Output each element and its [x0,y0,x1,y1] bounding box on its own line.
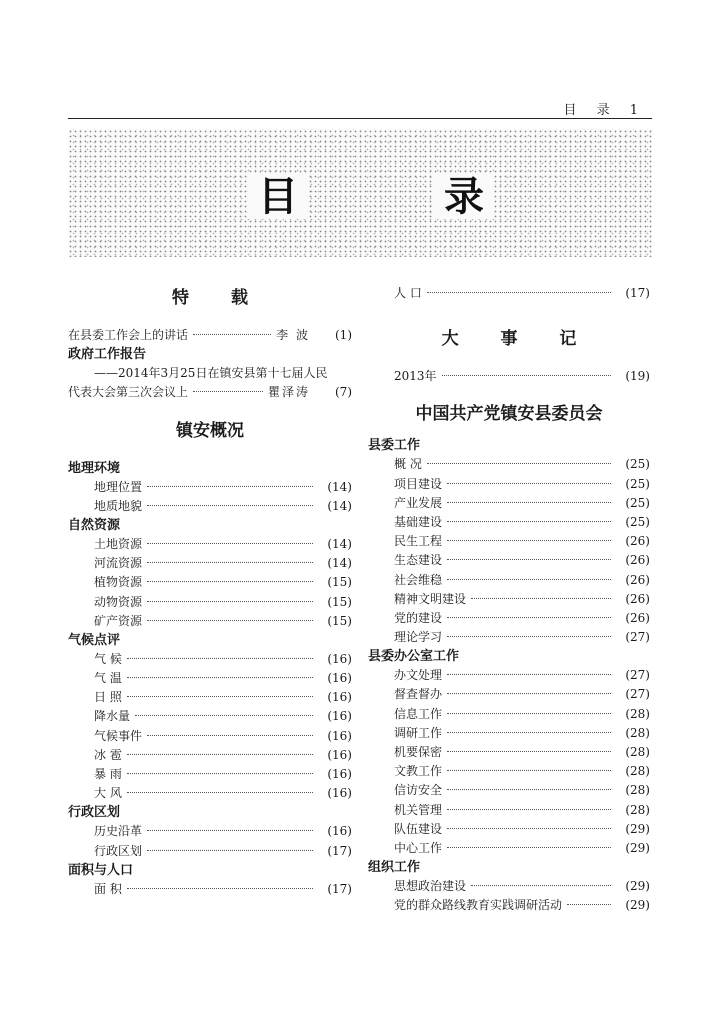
leader-dots [147,735,313,736]
entry-title: 中心工作 [394,840,443,855]
toc-entry[interactable] [368,705,650,724]
toc-entry[interactable] [368,590,650,609]
toc-left-column [68,280,352,899]
leader-dots [447,770,611,771]
leader-dots [127,888,313,889]
entry-page: (16) [327,824,352,839]
section-title-events: 大 事 记 [441,329,595,350]
entry-page: (28) [625,706,650,721]
entry-title: 矿产资源 [94,613,143,628]
entry-page: (16) [327,747,352,762]
entry-page: (27) [625,687,650,702]
toc-entry[interactable] [368,513,650,532]
entry-subtitle: ——2014年3月25日在镇安县第十七届人民 [94,366,328,381]
category-heading: 气候点评 [68,632,121,648]
toc-entry[interactable] [68,593,352,612]
entry-title: 河流资源 [94,556,143,571]
entry-page: (26) [625,534,650,549]
entry-title: 思想政治建设 [394,879,467,894]
toc-entry[interactable] [68,765,352,784]
entry-page: (14) [327,556,352,571]
entry-title: 冰 雹 [94,747,122,762]
leader-dots [567,904,611,905]
leader-dots [447,732,611,733]
toc-entry[interactable] [68,688,352,707]
entry-page: (16) [327,690,352,705]
leader-dots [147,601,313,602]
entry-title: 信访安全 [394,783,443,798]
leader-dots [447,540,611,541]
toc-entry[interactable] [68,612,352,631]
entry-title: 项目建设 [394,476,443,491]
leader-dots [442,375,611,376]
entry-title: 理论学习 [394,630,443,645]
toc-entry[interactable] [368,551,650,570]
entry-author: 李 波 [276,328,310,342]
leader-dots [447,693,611,694]
toc-entry[interactable] [68,573,352,592]
category-heading: 县委工作 [368,438,421,454]
entry-title: 党的建设 [394,610,443,625]
toc-entry[interactable] [368,801,650,820]
entry-title: 气 温 [94,671,122,686]
banner-title-char-2: 录 [434,175,494,219]
leader-dots [447,751,611,752]
toc-entry[interactable] [68,554,352,573]
entry-page: (16) [327,671,352,686]
toc-entry[interactable] [68,326,352,345]
entry-title: 地理位置 [94,479,143,494]
entry-page: (16) [327,651,352,666]
entry-page: (29) [625,821,650,836]
entry-page: (16) [327,786,352,801]
category-heading: 自然资源 [68,517,121,533]
toc-entry[interactable] [368,762,650,781]
entry-page: (17) [625,286,650,300]
entry-page: (15) [327,594,352,609]
toc-entry[interactable] [68,842,352,861]
entry-page: (17) [327,843,352,858]
entry-page: (16) [327,709,352,724]
toc-entry[interactable] [68,880,352,899]
entry-title: 基础建设 [394,514,443,529]
entry-title: 文教工作 [394,764,443,779]
leader-dots [147,486,313,487]
entry-page: (28) [625,783,650,798]
entry-page: (28) [625,764,650,779]
toc-entry[interactable] [68,650,352,669]
toc-entry[interactable] [368,532,650,551]
leader-dots [193,334,271,335]
entry-title: 日 照 [94,690,122,705]
leader-dots [147,850,313,851]
entry-page: (27) [625,630,650,645]
entry-page: (14) [327,479,352,494]
entry-page: (14) [327,498,352,513]
leader-dots [447,579,611,580]
entry-page: (27) [625,668,650,683]
entry-title: 动物资源 [94,594,143,609]
toc-entry[interactable] [68,727,352,746]
entry-title: 人 口 [394,286,422,300]
toc-entry[interactable] [368,743,650,762]
leader-dots [147,505,313,506]
entry-page: (15) [327,575,352,590]
toc-entry[interactable] [368,724,650,743]
entry-page: (17) [327,881,352,896]
section-title-overview: 镇安概况 [176,420,244,441]
toc-entry[interactable] [68,535,352,554]
toc-entry[interactable] [368,455,650,474]
entry-page: (16) [327,767,352,781]
toc-entry[interactable] [68,497,352,516]
toc-entry[interactable] [368,896,650,915]
toc-right-column [368,280,650,916]
entry-title: 大 风 [94,786,122,801]
toc-entry[interactable] [368,666,650,685]
leader-dots [127,773,313,774]
leader-dots [127,754,313,755]
toc-entry[interactable] [368,839,650,858]
entry-title: 历史沿革 [94,824,143,839]
toc-entry[interactable] [368,609,650,628]
leader-dots [147,543,313,544]
entry-title: 信息工作 [394,706,443,721]
leader-dots [147,830,313,831]
entry-title: 2013年 [394,369,437,384]
entry-author: 瞿泽涛 [267,385,310,400]
entry-page: (19) [625,369,650,384]
entry-title: 党的群众路线教育实践调研活动 [394,898,563,913]
leader-dots [427,463,611,464]
entry-title: 降水量 [94,709,131,724]
entry-page: (26) [625,553,650,568]
category-heading: 行政区划 [68,805,121,821]
entry-page: (29) [625,898,650,913]
entry-page: (28) [625,745,650,759]
entry-page: (29) [625,879,650,894]
entry-page: (25) [625,476,650,491]
leader-dots [127,792,313,793]
entry-title: 社会维稳 [394,572,443,587]
entry-title: 生态建设 [394,553,443,568]
entry-title: 代表大会第三次会议上 [68,385,189,400]
title-banner [68,129,652,257]
entry-title: 气 候 [94,651,122,666]
category-heading: 政府工作报告 [68,347,147,363]
leader-dots [447,502,611,503]
section-title-party: 中国共产党镇安县委员会 [415,404,603,425]
entry-title: 民生工程 [394,534,443,549]
toc-entry[interactable] [68,707,352,726]
leader-dots [447,521,611,522]
toc-entry[interactable] [368,475,650,494]
toc-entry[interactable] [368,284,650,303]
toc-entry[interactable] [368,571,650,590]
entry-title: 土地资源 [94,536,143,551]
entry-title: 气候事件 [94,728,143,743]
leader-dots [447,617,611,618]
leader-dots [147,620,313,621]
entry-title: 产业发展 [394,495,443,510]
category-heading: 组织工作 [368,860,421,876]
toc-entry[interactable] [368,820,650,839]
entry-title: 植物资源 [94,575,143,590]
entry-page: (26) [625,610,650,625]
leader-dots [471,885,611,886]
entry-title: 队伍建设 [394,821,443,836]
toc-entry[interactable] [68,784,352,803]
toc-entry[interactable] [68,746,352,765]
entry-page: (28) [625,725,650,740]
entry-page: (26) [625,572,650,587]
leader-dots [127,658,313,659]
entry-page: (25) [625,495,650,510]
leader-dots [147,562,313,563]
leader-dots [447,559,611,560]
entry-page: (25) [625,457,650,472]
entry-title: 面 积 [94,881,122,896]
entry-page: (1) [335,328,352,342]
entry-title: 暴 雨 [94,767,122,781]
leader-dots [135,715,313,716]
entry-title: 机关管理 [394,802,443,817]
leader-dots [447,828,611,829]
toc-entry[interactable] [68,383,352,402]
section-title-special: 特 载 [172,288,266,308]
toc-entry[interactable] [368,685,650,704]
category-heading: 地理环境 [68,460,121,476]
toc-entry[interactable] [68,478,352,497]
leader-dots [127,696,313,697]
leader-dots [193,391,263,392]
leader-dots [447,789,611,790]
entry-title: 行政区划 [94,843,143,858]
entry-title: 督查督办 [394,687,443,702]
entry-title: 调研工作 [394,725,443,740]
leader-dots [471,598,611,599]
entry-title: 在县委工作会上的讲话 [68,328,189,342]
entry-title: 地质地貌 [94,498,143,513]
leader-dots [147,581,313,582]
entry-title: 机要保密 [394,745,443,759]
toc-entry[interactable] [368,628,650,647]
leader-dots [447,809,611,810]
entry-page: (26) [625,591,650,606]
entry-title: 办文处理 [394,668,443,683]
toc-entry[interactable] [368,494,650,513]
leader-dots [427,292,611,293]
entry-page: (15) [327,613,352,628]
leader-dots [447,847,611,848]
entry-title: 精神文明建设 [394,591,467,606]
entry-title: 概 况 [394,457,422,472]
leader-dots [447,674,611,675]
toc-entry[interactable] [368,877,650,896]
entry-page: (28) [625,802,650,817]
running-head: 目 录 1 [563,103,646,118]
category-heading: 面积与人口 [68,862,134,878]
entry-page: (29) [625,840,650,855]
leader-dots [447,713,611,714]
header-rule [68,118,652,119]
category-heading: 县委办公室工作 [368,649,460,665]
toc-entry[interactable] [68,822,352,841]
toc-entry[interactable] [368,367,650,386]
toc-entry[interactable] [368,781,650,800]
entry-page: (14) [327,536,352,551]
toc-entry[interactable] [68,669,352,688]
entry-page: (16) [327,728,352,743]
leader-dots [447,483,611,484]
banner-title-char-1: 目 [248,175,308,219]
entry-page: (25) [625,514,650,529]
leader-dots [447,636,611,637]
entry-page: (7) [335,385,352,400]
leader-dots [127,677,313,678]
